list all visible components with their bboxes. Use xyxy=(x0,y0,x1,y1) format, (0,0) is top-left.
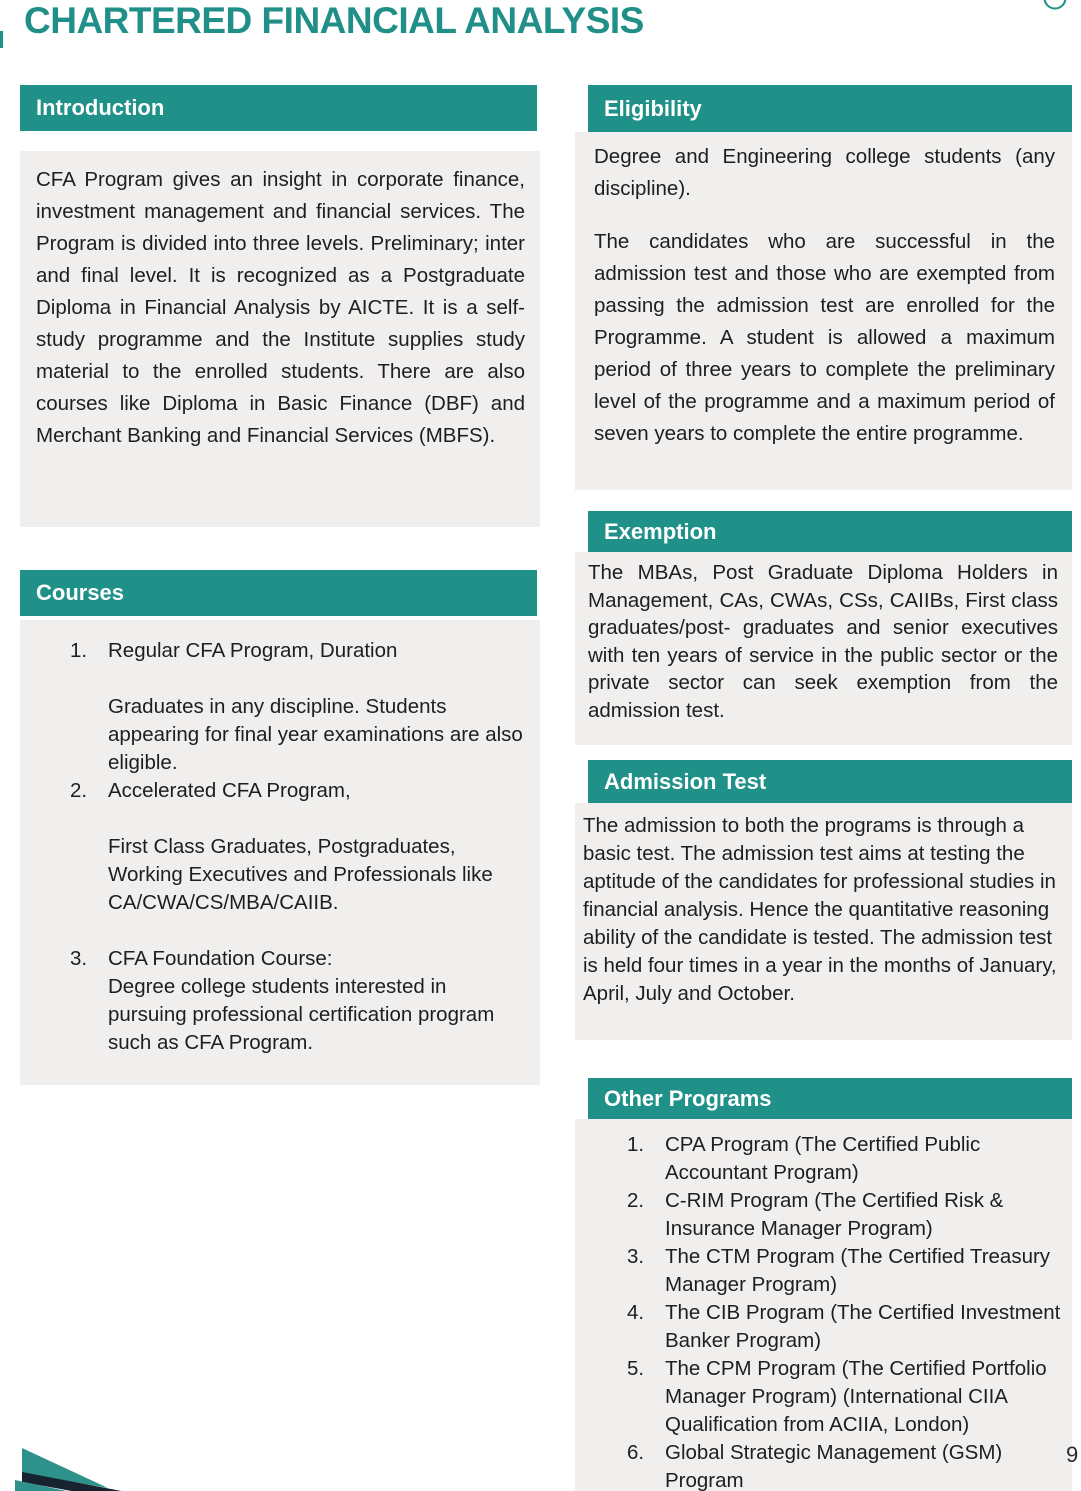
section-heading-label: Other Programs xyxy=(604,1085,772,1111)
section-header-courses xyxy=(20,570,537,616)
section-heading-label: Eligibility xyxy=(604,95,702,121)
section-heading-label: Exemption xyxy=(604,518,717,544)
section-header-other-programs xyxy=(588,1078,1072,1119)
list-item: The CIB Program (The Certified Investment Banker Program) xyxy=(665,1301,1061,1352)
section-heading-label: Admission Test xyxy=(604,768,767,794)
exemption-text: The MBAs, Post Graduate Diploma Holders in Management, CAs, CWAs, CSs, CAIIBs, First class graduates/post- graduates and senior executives with ten years of service in the public sector or the private sector can seek exemption from the admission test. xyxy=(588,561,1058,722)
introduction-panel xyxy=(20,151,540,527)
edge-decoration xyxy=(0,31,3,48)
list-item: Global Strategic Management (GSM) Program xyxy=(665,1441,1003,1491)
other-programs-panel xyxy=(575,1119,1072,1491)
admission-test-text: The admission to both the programs is through a basic test. The admission test aims at testing the aptitude of the candidates for professional studies in financial analysis. Hence the quantitative reasoning ability of the candidate is tested. The admission test is held four times in a year in the months of January, April, July and October. xyxy=(583,814,1057,1005)
list-item: The CPM Program (The Certified Portfolio Manager Program) (International CIIA Qualification from ACIIA, London) xyxy=(665,1357,1047,1436)
exemption-panel xyxy=(575,552,1072,745)
page-title: CHARTERED FINANCIAL ANALYSIS xyxy=(24,0,644,41)
list-item: CFA Foundation Course: Degree college students interested in pursuing professional certification program such as CFA Program. xyxy=(108,947,495,1054)
section-header-admission-test xyxy=(588,760,1072,803)
list-item: C-RIM Program (The Certified Risk & Insurance Manager Program) xyxy=(665,1189,1004,1240)
eligibility-paragraph: The candidates who are successful in the admission test and those who are exempted from passing the admission test are enrolled for the Programme. A student is allowed a maximum period of three years to complete the preliminary level of the programme and a maximum period of seven years to complete the entire programme. xyxy=(594,230,1055,445)
introduction-text: CFA Program gives an insight in corporate finance, investment management and financial services. The Program is divided into three levels. Preliminary; inter and final level. It is recognized as a Postgraduate Diploma in Financial Analysis by AICTE. It is a self-study programme and the Institute supplies study material to the enrolled students. There are also courses like Diploma in Basic Finance (DBF) and Merchant Banking and Financial Services (MBFS). xyxy=(36,168,525,447)
section-heading-label: Introduction xyxy=(36,95,165,120)
courses-list xyxy=(20,637,528,1057)
section-header-eligibility xyxy=(588,85,1072,132)
paper-plane-decoration xyxy=(0,1440,135,1491)
section-header-introduction xyxy=(20,85,537,131)
section-heading-label: Courses xyxy=(36,580,125,605)
page-number: 9 xyxy=(1066,1442,1079,1467)
section-header-exemption xyxy=(588,511,1072,552)
courses-panel xyxy=(20,620,540,1085)
list-item: Regular CFA Program, Duration Graduates in any discipline. Students appearing for final year examinations are also eligible. xyxy=(108,639,523,774)
corner-circle-decoration xyxy=(1040,0,1081,14)
list-item: The CTM Program (The Certified Treasury Manager Program) xyxy=(665,1245,1051,1296)
list-item: Accelerated CFA Program, First Class Graduates, Postgraduates, Working Executives and Professionals like CA/CWA/CS/MBA/CAIIB. xyxy=(108,779,493,914)
eligibility-panel xyxy=(575,132,1072,490)
admission-test-panel xyxy=(575,803,1072,1040)
other-programs-list xyxy=(575,1131,1064,1491)
eligibility-paragraph: Degree and Engineering college students (any discipline). xyxy=(594,145,1055,200)
list-item: CPA Program (The Certified Public Accountant Program) xyxy=(665,1133,981,1184)
